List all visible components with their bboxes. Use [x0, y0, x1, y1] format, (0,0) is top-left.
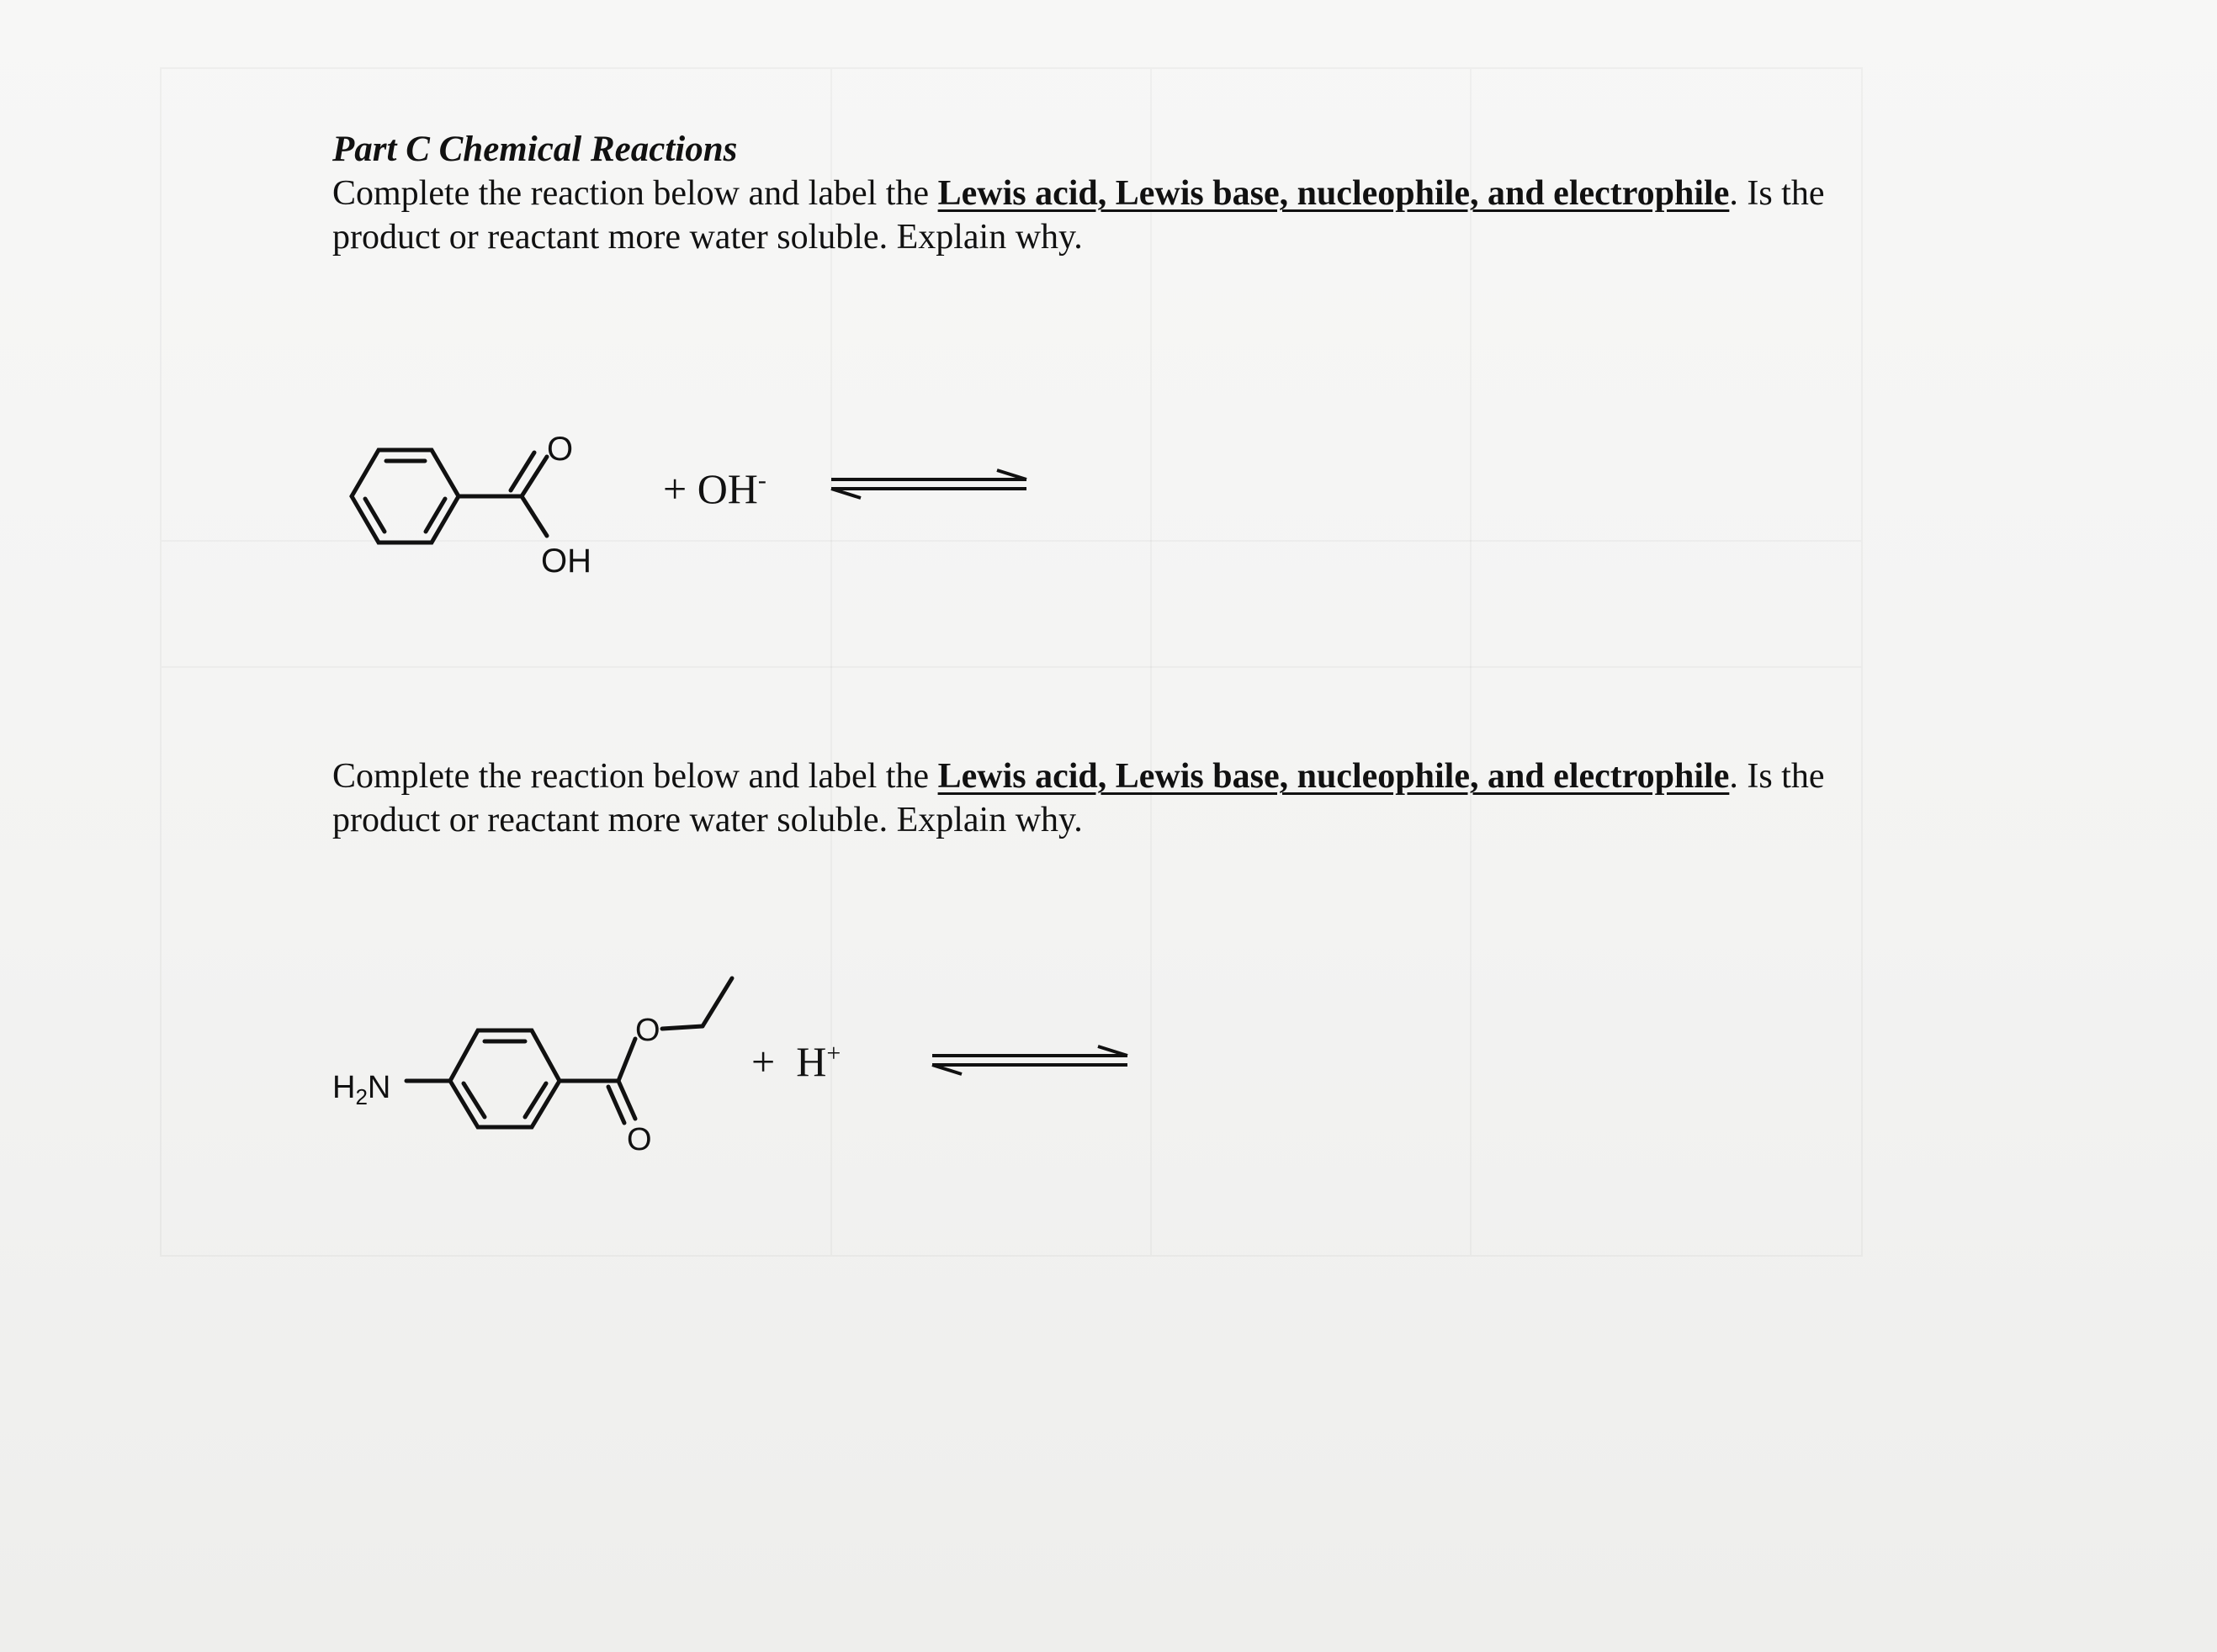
c-o-ester-bond	[618, 1039, 635, 1081]
question-1-emphasis: Lewis acid, Lewis base, nucleophile, and electrophile	[937, 174, 1730, 213]
carbonyl-oxygen-label: O	[547, 431, 574, 468]
question-1-block	[332, 128, 1825, 259]
hydroxyl-label: OH	[541, 543, 591, 580]
proton-formula: H	[796, 1038, 827, 1085]
question-2-line-2: product or reactant more water soluble. Explain why.	[332, 801, 1083, 839]
question-1-text-pre: Complete the reaction below and label the	[332, 174, 938, 213]
question-2-text-pre: Complete the reaction below and label the	[332, 757, 938, 796]
proton-reagent	[751, 1037, 841, 1086]
plus-sign: +	[663, 465, 687, 512]
ethyl-aminobenzoate-structure	[332, 963, 753, 1152]
ester-oxygen-label: O	[635, 1013, 660, 1048]
benzene-ring	[450, 1030, 560, 1127]
hydroxide-charge: -	[757, 466, 766, 495]
carbonyl-oxygen-label: O	[627, 1122, 652, 1152]
hydroxide-formula: OH	[697, 465, 758, 512]
question-1-line-1	[332, 172, 1825, 215]
equilibrium-arrow-1	[825, 467, 1035, 500]
carbonyl-double-bond-a	[522, 457, 547, 496]
amine-label: $H_2N$	[332, 1070, 391, 1109]
benzene-ring	[352, 450, 459, 543]
section-heading: Part C Chemical Reactions	[332, 130, 738, 169]
question-2-text-post: . Is the	[1729, 757, 1825, 796]
proton-charge: +	[826, 1039, 841, 1067]
hydroxide-reagent	[663, 464, 766, 513]
question-2-emphasis: Lewis acid, Lewis base, nucleophile, and electrophile	[937, 757, 1730, 796]
equilibrium-arrow-2	[926, 1043, 1136, 1077]
question-2-line-1	[332, 755, 1825, 798]
question-1-text-post: . Is the	[1729, 174, 1825, 213]
question-2-block	[332, 755, 1825, 842]
ch2-ch3-bond	[703, 978, 732, 1026]
plus-sign: +	[751, 1038, 776, 1085]
benzoic-acid-structure	[332, 425, 618, 593]
c-oh-bond	[522, 496, 547, 536]
o-ch2-bond	[662, 1026, 703, 1029]
question-1-line-2: product or reactant more water soluble. Explain why.	[332, 218, 1083, 257]
